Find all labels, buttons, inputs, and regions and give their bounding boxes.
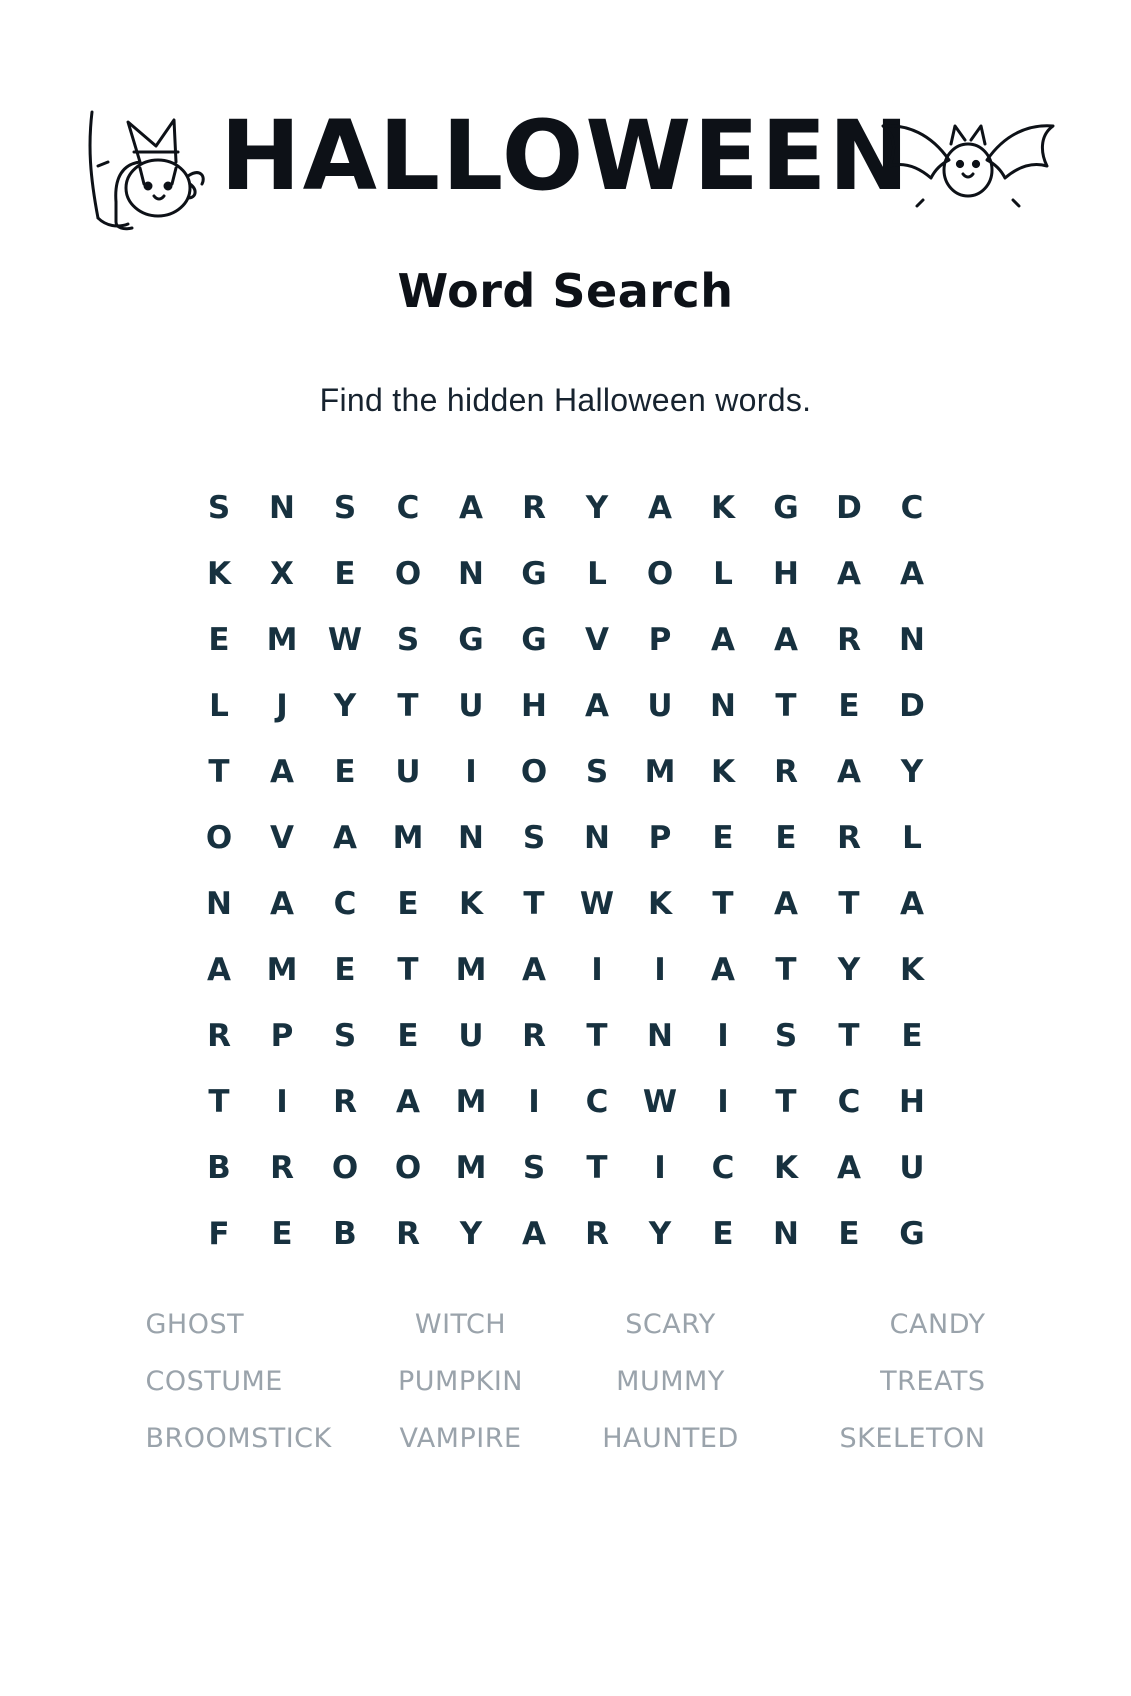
grid-cell[interactable]: T (586, 1150, 608, 1186)
grid-cell[interactable]: N (773, 1216, 799, 1252)
grid-cell[interactable]: A (900, 886, 924, 922)
grid-cell[interactable]: V (270, 820, 294, 856)
grid-cell[interactable]: T (208, 754, 230, 790)
grid-cell[interactable]: Y (900, 754, 924, 790)
grid-cell[interactable]: R (522, 1018, 546, 1054)
grid-cell[interactable]: I (654, 952, 666, 988)
grid-cell[interactable]: Y (459, 1216, 483, 1252)
grid-cell[interactable]: E (208, 622, 230, 658)
grid-cell[interactable]: A (774, 886, 798, 922)
grid-cell[interactable]: M (266, 622, 298, 658)
grid-cell[interactable]: M (392, 820, 424, 856)
word-search-grid[interactable] (188, 475, 944, 1267)
grid-cell[interactable]: I (465, 754, 477, 790)
grid-cell[interactable]: D (836, 490, 862, 526)
grid-cell[interactable]: T (775, 688, 797, 724)
grid-cell[interactable]: I (276, 1084, 288, 1120)
grid-cell[interactable]: O (520, 754, 548, 790)
grid-cell[interactable]: A (711, 952, 735, 988)
grid-cell[interactable]: A (396, 1084, 420, 1120)
grid-cell[interactable]: G (521, 622, 547, 658)
grid-cell[interactable]: R (837, 622, 861, 658)
word-list-item: PUMPKIN (398, 1366, 523, 1397)
grid-cell[interactable]: C (711, 1150, 735, 1186)
grid-cell[interactable]: T (838, 1018, 860, 1054)
grid-cell[interactable]: K (773, 1150, 799, 1186)
grid-cell[interactable]: N (710, 688, 736, 724)
grid-cell[interactable]: M (455, 1084, 487, 1120)
word-list (146, 1309, 986, 1454)
grid-cell[interactable]: D (899, 688, 925, 724)
grid-cell[interactable]: E (712, 1216, 734, 1252)
word-list-item: VAMPIRE (399, 1423, 522, 1454)
grid-cell[interactable]: S (333, 1018, 357, 1054)
grid-cell[interactable]: S (585, 754, 609, 790)
grid-cell[interactable]: E (901, 1018, 923, 1054)
grid-cell[interactable]: K (710, 490, 736, 526)
grid-cell[interactable]: N (647, 1018, 673, 1054)
grid-cell[interactable]: E (838, 688, 860, 724)
grid-cell[interactable]: S (333, 490, 357, 526)
grid-cell[interactable]: T (523, 886, 545, 922)
grid-cell[interactable]: H (521, 688, 547, 724)
grid-cell[interactable]: T (838, 886, 860, 922)
grid-cell[interactable]: N (458, 820, 484, 856)
word-list-item: WITCH (414, 1309, 507, 1340)
word-list-item: SKELETON (839, 1423, 986, 1454)
grid-cell[interactable]: L (209, 688, 229, 724)
grid-cell[interactable]: N (584, 820, 610, 856)
grid-cell[interactable]: A (648, 490, 672, 526)
grid-cell[interactable]: A (207, 952, 231, 988)
grid-cell[interactable]: T (775, 952, 797, 988)
grid-cell[interactable]: E (397, 886, 419, 922)
grid-cell[interactable]: B (207, 1150, 231, 1186)
grid-cell[interactable]: A (900, 556, 924, 592)
grid-cell[interactable]: U (395, 754, 421, 790)
grid-cell[interactable]: J (276, 688, 288, 724)
grid-cell[interactable]: E (271, 1216, 293, 1252)
grid-cell[interactable]: S (522, 1150, 546, 1186)
grid-cell[interactable]: I (717, 1084, 729, 1120)
grid-cell[interactable]: L (713, 556, 733, 592)
grid-cell[interactable]: A (333, 820, 357, 856)
grid-cell[interactable]: P (270, 1018, 294, 1054)
grid-cell[interactable]: I (528, 1084, 540, 1120)
grid-cell[interactable]: G (458, 622, 484, 658)
grid-cell[interactable]: U (899, 1150, 925, 1186)
word-search-grid-container (0, 475, 1131, 1267)
grid-cell[interactable]: B (333, 1216, 357, 1252)
word-list-item: BROOMSTICK (145, 1423, 332, 1454)
page-subtitle: Word Search (397, 264, 734, 318)
grid-cell[interactable]: A (459, 490, 483, 526)
grid-cell[interactable]: F (208, 1216, 230, 1252)
grid-cell[interactable]: G (899, 1216, 925, 1252)
grid-cell[interactable]: Y (585, 490, 609, 526)
grid-cell[interactable]: A (837, 1150, 861, 1186)
grid-cell[interactable]: P (648, 820, 672, 856)
grid-cell[interactable]: K (647, 886, 673, 922)
grid-cell[interactable]: U (458, 1018, 484, 1054)
grid-cell[interactable]: C (333, 886, 357, 922)
grid-cell[interactable]: R (522, 490, 546, 526)
witch-cat-icon (78, 106, 218, 236)
grid-cell[interactable]: R (333, 1084, 357, 1120)
grid-cell[interactable]: W (327, 622, 363, 658)
grid-cell[interactable]: A (837, 556, 861, 592)
bat-icon (873, 114, 1063, 224)
grid-cell[interactable]: S (774, 1018, 798, 1054)
grid-cell[interactable]: E (775, 820, 797, 856)
grid-cell[interactable]: E (397, 1018, 419, 1054)
grid-cell[interactable]: T (208, 1084, 230, 1120)
grid-cell[interactable]: M (644, 754, 676, 790)
grid-cell[interactable]: I (591, 952, 603, 988)
grid-cell[interactable]: R (207, 1018, 231, 1054)
grid-cell[interactable]: I (717, 1018, 729, 1054)
grid-cell[interactable]: K (710, 754, 736, 790)
grid-cell[interactable]: O (646, 556, 674, 592)
grid-cell[interactable]: A (270, 754, 294, 790)
grid-cell[interactable]: W (642, 1084, 678, 1120)
grid-cell[interactable]: T (775, 1084, 797, 1120)
grid-cell[interactable]: O (205, 820, 233, 856)
grid-cell[interactable]: K (899, 952, 925, 988)
grid-cell[interactable]: C (396, 490, 420, 526)
grid-cell[interactable]: Y (333, 688, 357, 724)
grid-cell[interactable]: N (206, 886, 232, 922)
instruction-text: Find the hidden Halloween words. (319, 382, 812, 418)
grid-cell[interactable]: K (458, 886, 484, 922)
grid-cell[interactable]: H (899, 1084, 925, 1120)
word-list-item: CANDY (889, 1309, 986, 1340)
grid-cell[interactable]: R (396, 1216, 420, 1252)
grid-cell[interactable]: S (207, 490, 231, 526)
grid-cell[interactable]: A (522, 952, 546, 988)
grid-cell[interactable]: X (270, 556, 294, 592)
grid-cell[interactable]: S (522, 820, 546, 856)
grid-cell[interactable]: E (334, 556, 356, 592)
grid-cell[interactable]: N (899, 622, 925, 658)
grid-cell[interactable]: R (585, 1216, 609, 1252)
header (0, 96, 1131, 236)
grid-cell[interactable]: W (579, 886, 615, 922)
word-list-item: MUMMY (616, 1366, 725, 1397)
grid-cell[interactable]: A (774, 622, 798, 658)
grid-cell[interactable]: N (458, 556, 484, 592)
word-list-item: GHOST (145, 1309, 245, 1340)
grid-cell[interactable]: E (334, 754, 356, 790)
grid-cell[interactable]: H (773, 556, 799, 592)
grid-cell[interactable]: R (837, 820, 861, 856)
grid-cell[interactable]: E (838, 1216, 860, 1252)
worksheet-page (0, 96, 1131, 1696)
grid-cell[interactable]: L (587, 556, 607, 592)
grid-cell[interactable]: R (774, 754, 798, 790)
grid-cell[interactable]: T (586, 1018, 608, 1054)
page-title: HALLOWEEN (220, 100, 911, 212)
grid-cell[interactable]: V (585, 622, 609, 658)
grid-cell[interactable]: P (648, 622, 672, 658)
grid-cell[interactable]: A (522, 1216, 546, 1252)
grid-cell[interactable]: S (396, 622, 420, 658)
grid-cell[interactable]: A (270, 886, 294, 922)
grid-cell[interactable]: I (654, 1150, 666, 1186)
grid-cell[interactable]: A (837, 754, 861, 790)
grid-cell[interactable]: Y (648, 1216, 672, 1252)
grid-cell[interactable]: L (902, 820, 922, 856)
word-list-item: SCARY (625, 1309, 716, 1340)
grid-cell[interactable]: M (266, 952, 298, 988)
grid-cell[interactable]: N (269, 490, 295, 526)
grid-cell[interactable]: O (394, 556, 422, 592)
grid-cell[interactable]: C (900, 490, 924, 526)
grid-cell[interactable]: A (711, 622, 735, 658)
grid-cell[interactable]: G (773, 490, 799, 526)
grid-cell[interactable]: U (647, 688, 673, 724)
grid-cell[interactable]: T (712, 886, 734, 922)
word-list-item: HAUNTED (602, 1423, 739, 1454)
grid-cell[interactable]: C (837, 1084, 861, 1120)
grid-cell[interactable]: K (206, 556, 232, 592)
grid-cell[interactable]: M (455, 952, 487, 988)
grid-cell[interactable]: T (397, 688, 419, 724)
grid-cell[interactable]: T (397, 952, 419, 988)
grid-cell[interactable]: O (331, 1150, 359, 1186)
grid-cell[interactable]: E (334, 952, 356, 988)
grid-cell[interactable]: A (585, 688, 609, 724)
grid-cell[interactable]: E (712, 820, 734, 856)
word-list-item: COSTUME (145, 1366, 283, 1397)
grid-cell[interactable]: Y (837, 952, 861, 988)
grid-cell[interactable]: O (394, 1150, 422, 1186)
grid-cell[interactable]: C (585, 1084, 609, 1120)
grid-cell[interactable]: M (455, 1150, 487, 1186)
grid-cell[interactable]: G (521, 556, 547, 592)
word-list-item: TREATS (880, 1366, 986, 1397)
grid-cell[interactable]: R (270, 1150, 294, 1186)
grid-cell[interactable]: U (458, 688, 484, 724)
